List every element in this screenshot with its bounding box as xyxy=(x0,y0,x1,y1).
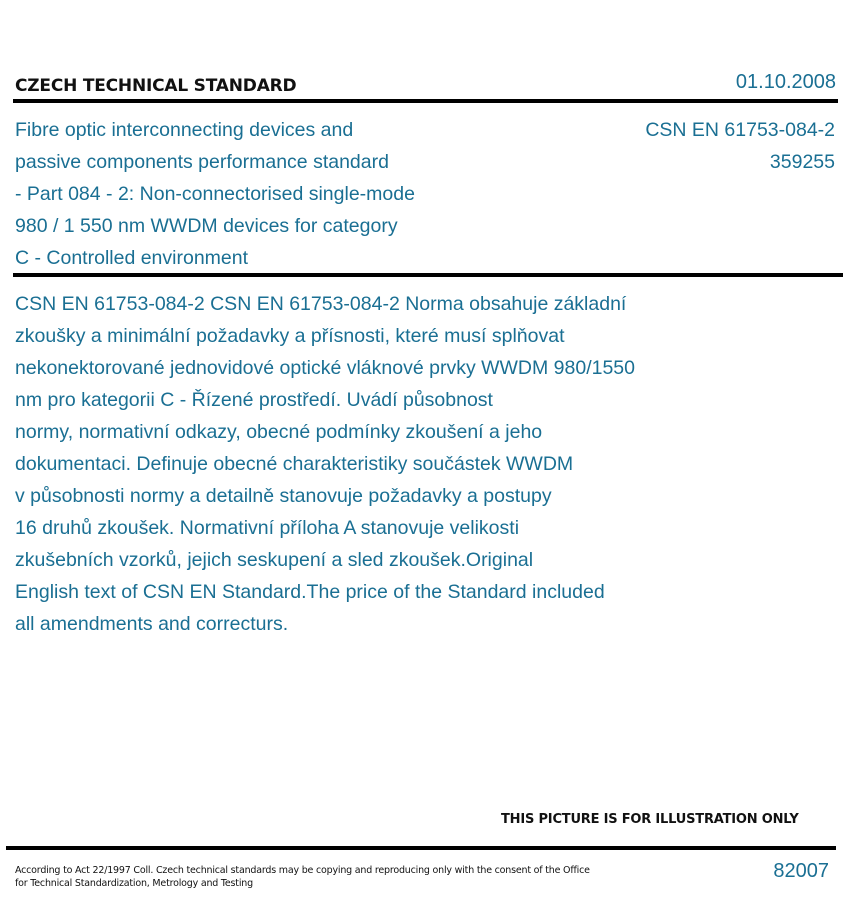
publication-date: 01.10.2008 xyxy=(735,71,836,93)
standard-title xyxy=(15,114,495,274)
description-line: all amendments and correcturs. xyxy=(15,613,289,635)
catalog-number: 82007 xyxy=(773,860,829,882)
description-line: 16 druhů zkoušek. Normativní příloha A stanovuje velikosti xyxy=(15,517,520,539)
description-line: nm pro kategorii C - Řízené prostředí. Uvádí působnost xyxy=(15,389,493,411)
title-line: C - Controlled environment xyxy=(15,247,249,269)
standard-codes xyxy=(645,114,835,178)
title-divider xyxy=(13,273,843,277)
description-line: CSN EN 61753-084-2 CSN EN 61753-084-2 Norma obsahuje základní xyxy=(15,293,627,315)
description-line: zkušebních vzorků, jejich seskupení a sled zkoušek.Original xyxy=(15,549,534,571)
title-line: 980 / 1 550 nm WWDM devices for category xyxy=(15,215,398,237)
legal-notice-line: for Technical Standardization, Metrology and Testing xyxy=(15,878,253,889)
header-divider xyxy=(13,99,838,103)
title-line: Fibre optic interconnecting devices and xyxy=(15,119,354,141)
document-type-heading: CZECH TECHNICAL STANDARD xyxy=(15,76,297,96)
standard-number: CSN EN 61753-084-2 xyxy=(645,119,835,141)
legal-notice-line: According to Act 22/1997 Coll. Czech technical standards may be copying and reproducing only with the consent of the Office xyxy=(15,865,590,876)
illustration-disclaimer: THIS PICTURE IS FOR ILLUSTRATION ONLY xyxy=(501,812,799,827)
title-line: passive components performance standard xyxy=(15,151,389,173)
description-line: normy, normativní odkazy, obecné podmínky zkoušení a jeho xyxy=(15,421,543,443)
standard-description xyxy=(15,288,735,640)
footer-divider xyxy=(6,846,836,850)
description-line: nekonektorované jednovidové optické vláknové prvky WWDM 980/1550 xyxy=(15,357,636,379)
description-line: zkoušky a minimální požadavky a přísnosti, které musí splňovat xyxy=(15,325,565,347)
description-line: dokumentaci. Definuje obecné charakteristiky součástek WWDM xyxy=(15,453,574,475)
class-number: 359255 xyxy=(769,151,835,173)
description-line: v působnosti normy a detailně stanovuje požadavky a postupy xyxy=(15,485,552,507)
description-line: English text of CSN EN Standard.The price of the Standard included xyxy=(15,581,605,603)
legal-notice xyxy=(15,864,615,890)
title-line: - Part 084 - 2: Non-connectorised single-mode xyxy=(15,183,415,205)
